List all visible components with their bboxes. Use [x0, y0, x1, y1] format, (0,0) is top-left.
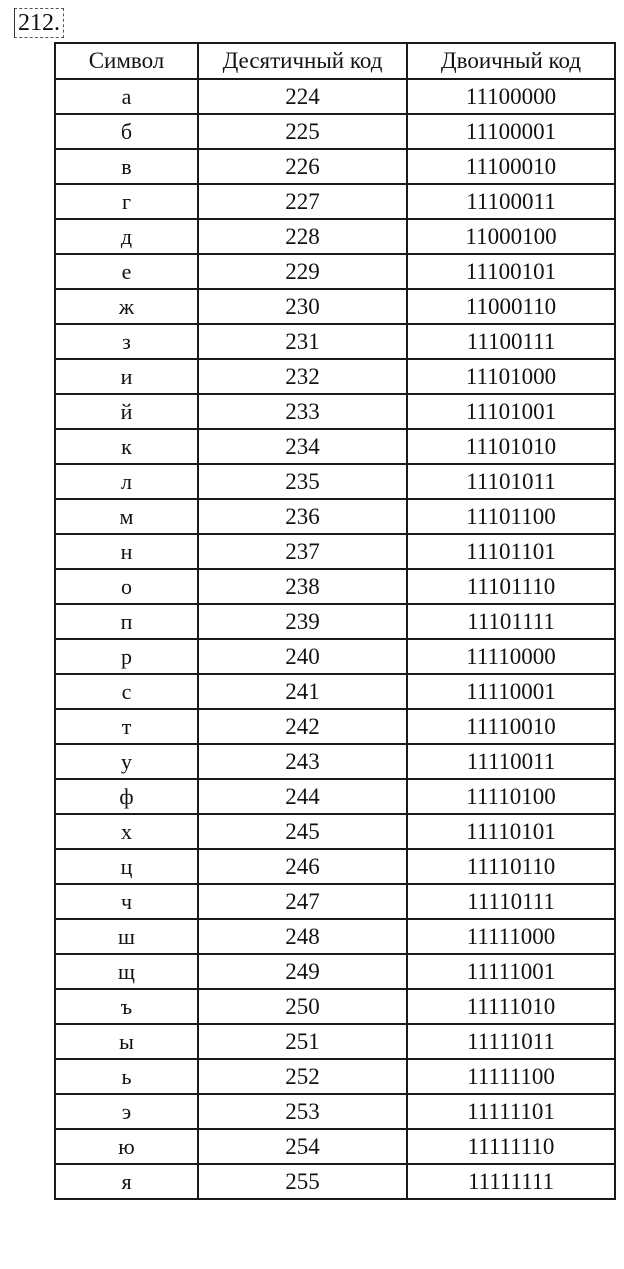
table-row [55, 184, 615, 219]
decimal-code-cell: 247 [198, 884, 407, 919]
decimal-code-cell: 242 [198, 709, 407, 744]
binary-code-cell: 11000100 [407, 219, 615, 254]
table-row [55, 1094, 615, 1129]
binary-code-cell: 11101111 [407, 604, 615, 639]
decimal-code-cell: 248 [198, 919, 407, 954]
table-row [55, 114, 615, 149]
symbol-cell: ы [55, 1024, 198, 1059]
table-row [55, 674, 615, 709]
binary-code-cell: 11110001 [407, 674, 615, 709]
decimal-code-cell: 244 [198, 779, 407, 814]
table-row [55, 849, 615, 884]
decimal-code-cell: 251 [198, 1024, 407, 1059]
binary-code-cell: 11111001 [407, 954, 615, 989]
table-row [55, 464, 615, 499]
binary-code-cell: 11101101 [407, 534, 615, 569]
decimal-code-cell: 240 [198, 639, 407, 674]
symbol-cell: ч [55, 884, 198, 919]
header-symbol: Символ [55, 43, 198, 79]
binary-code-cell: 11100111 [407, 324, 615, 359]
symbol-cell: н [55, 534, 198, 569]
symbol-cell: х [55, 814, 198, 849]
symbol-cell: ь [55, 1059, 198, 1094]
character-code-table [54, 42, 616, 1200]
binary-code-cell: 11111011 [407, 1024, 615, 1059]
table-row [55, 709, 615, 744]
binary-code-cell: 11110100 [407, 779, 615, 814]
decimal-code-cell: 229 [198, 254, 407, 289]
binary-code-cell: 11111000 [407, 919, 615, 954]
decimal-code-cell: 231 [198, 324, 407, 359]
binary-code-cell: 11111110 [407, 1129, 615, 1164]
binary-code-cell: 11100000 [407, 79, 615, 114]
symbol-cell: ш [55, 919, 198, 954]
binary-code-cell: 11111101 [407, 1094, 615, 1129]
decimal-code-cell: 226 [198, 149, 407, 184]
binary-code-cell: 11110101 [407, 814, 615, 849]
table-row [55, 254, 615, 289]
symbol-cell: ф [55, 779, 198, 814]
symbol-cell: ю [55, 1129, 198, 1164]
binary-code-cell: 11101000 [407, 359, 615, 394]
binary-code-cell: 11100010 [407, 149, 615, 184]
header-binary-code: Двоичный код [407, 43, 615, 79]
table-row [55, 604, 615, 639]
symbol-cell: с [55, 674, 198, 709]
decimal-code-cell: 252 [198, 1059, 407, 1094]
symbol-cell: а [55, 79, 198, 114]
decimal-code-cell: 254 [198, 1129, 407, 1164]
decimal-code-cell: 237 [198, 534, 407, 569]
table-row [55, 289, 615, 324]
symbol-cell: ц [55, 849, 198, 884]
binary-code-cell: 11000110 [407, 289, 615, 324]
table-row [55, 779, 615, 814]
table-row [55, 534, 615, 569]
table-row [55, 569, 615, 604]
table-row [55, 1024, 615, 1059]
table-row [55, 744, 615, 779]
symbol-cell: щ [55, 954, 198, 989]
symbol-cell: з [55, 324, 198, 359]
decimal-code-cell: 228 [198, 219, 407, 254]
table-row [55, 79, 615, 114]
binary-code-cell: 11111100 [407, 1059, 615, 1094]
symbol-cell: г [55, 184, 198, 219]
symbol-cell: е [55, 254, 198, 289]
table-row [55, 149, 615, 184]
table-row [55, 989, 615, 1024]
binary-code-cell: 11110010 [407, 709, 615, 744]
symbol-cell: я [55, 1164, 198, 1199]
problem-number: 212. [14, 8, 64, 38]
symbol-cell: о [55, 569, 198, 604]
symbol-cell: ж [55, 289, 198, 324]
table-row [55, 394, 615, 429]
decimal-code-cell: 235 [198, 464, 407, 499]
binary-code-cell: 11100101 [407, 254, 615, 289]
decimal-code-cell: 230 [198, 289, 407, 324]
table-row [55, 324, 615, 359]
table-row [55, 954, 615, 989]
decimal-code-cell: 246 [198, 849, 407, 884]
table-row [55, 1059, 615, 1094]
symbol-cell: и [55, 359, 198, 394]
binary-code-cell: 11101110 [407, 569, 615, 604]
decimal-code-cell: 239 [198, 604, 407, 639]
table-header-row [55, 43, 615, 79]
decimal-code-cell: 224 [198, 79, 407, 114]
symbol-cell: д [55, 219, 198, 254]
decimal-code-cell: 255 [198, 1164, 407, 1199]
symbol-cell: в [55, 149, 198, 184]
binary-code-cell: 11110000 [407, 639, 615, 674]
table-row [55, 429, 615, 464]
binary-code-cell: 11111111 [407, 1164, 615, 1199]
binary-code-cell: 11110111 [407, 884, 615, 919]
table-row [55, 919, 615, 954]
decimal-code-cell: 236 [198, 499, 407, 534]
decimal-code-cell: 253 [198, 1094, 407, 1129]
table-row [55, 219, 615, 254]
symbol-cell: й [55, 394, 198, 429]
table-row [55, 639, 615, 674]
symbol-cell: к [55, 429, 198, 464]
binary-code-cell: 11101011 [407, 464, 615, 499]
symbol-cell: т [55, 709, 198, 744]
decimal-code-cell: 241 [198, 674, 407, 709]
decimal-code-cell: 243 [198, 744, 407, 779]
table-row [55, 499, 615, 534]
decimal-code-cell: 250 [198, 989, 407, 1024]
symbol-cell: п [55, 604, 198, 639]
decimal-code-cell: 233 [198, 394, 407, 429]
header-decimal-code: Десятичный код [198, 43, 407, 79]
symbol-cell: б [55, 114, 198, 149]
decimal-code-cell: 232 [198, 359, 407, 394]
decimal-code-cell: 227 [198, 184, 407, 219]
decimal-code-cell: 245 [198, 814, 407, 849]
table-row [55, 359, 615, 394]
table-body [55, 79, 615, 1199]
table-row [55, 1164, 615, 1199]
binary-code-cell: 11101100 [407, 499, 615, 534]
symbol-cell: у [55, 744, 198, 779]
binary-code-cell: 11110011 [407, 744, 615, 779]
table-row [55, 1129, 615, 1164]
binary-code-cell: 11101001 [407, 394, 615, 429]
binary-code-cell: 11111010 [407, 989, 615, 1024]
binary-code-cell: 11100011 [407, 184, 615, 219]
binary-code-cell: 11101010 [407, 429, 615, 464]
symbol-cell: э [55, 1094, 198, 1129]
decimal-code-cell: 234 [198, 429, 407, 464]
decimal-code-cell: 238 [198, 569, 407, 604]
decimal-code-cell: 225 [198, 114, 407, 149]
symbol-cell: р [55, 639, 198, 674]
table-row [55, 884, 615, 919]
symbol-cell: ъ [55, 989, 198, 1024]
decimal-code-cell: 249 [198, 954, 407, 989]
binary-code-cell: 11100001 [407, 114, 615, 149]
symbol-cell: м [55, 499, 198, 534]
symbol-cell: л [55, 464, 198, 499]
table-row [55, 814, 615, 849]
binary-code-cell: 11110110 [407, 849, 615, 884]
